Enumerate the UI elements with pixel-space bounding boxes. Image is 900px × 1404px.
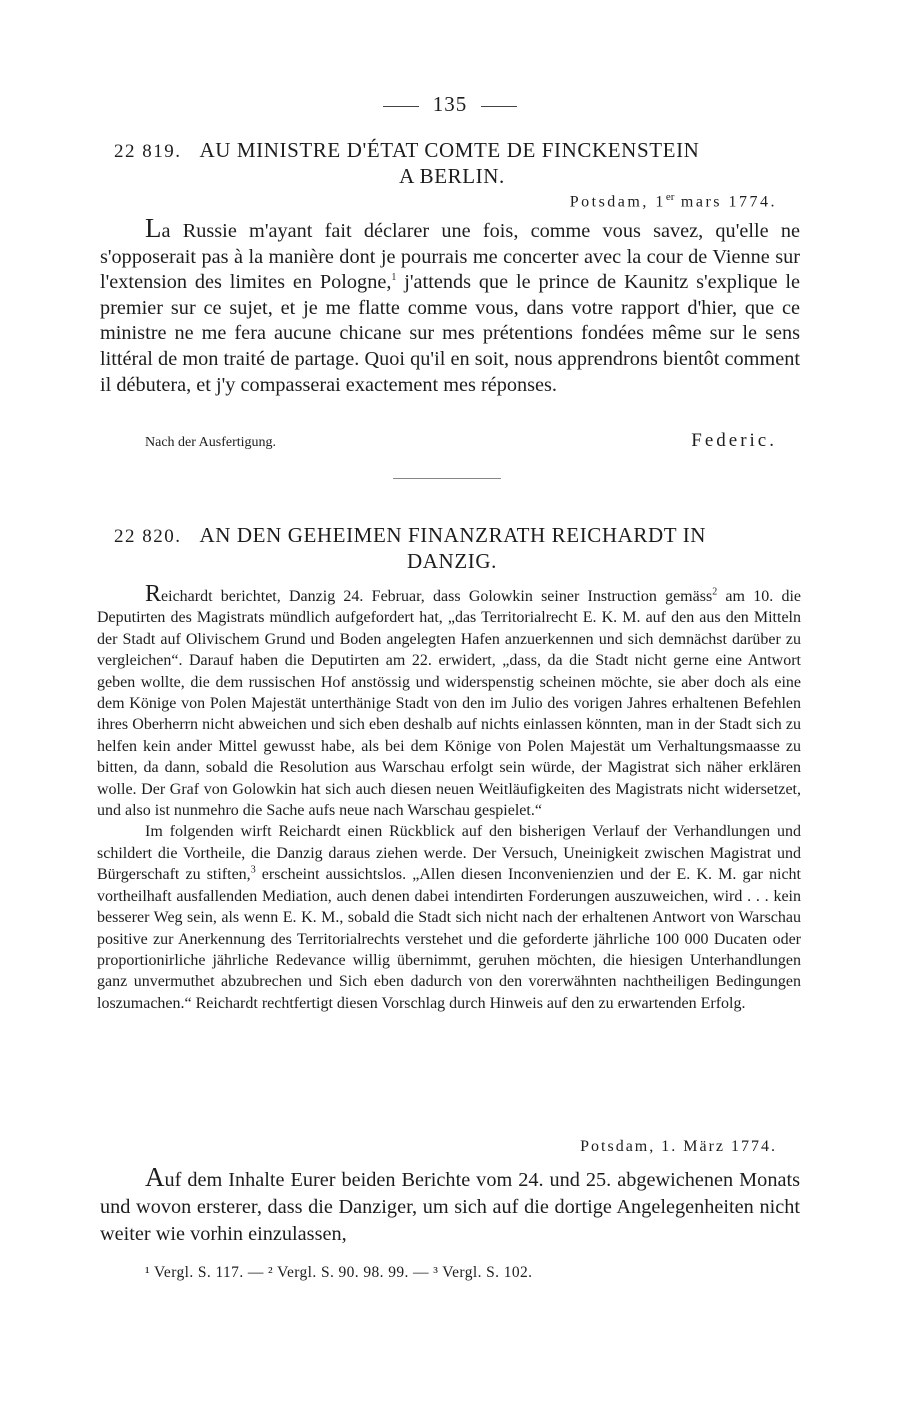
letter2-summary bbox=[97, 581, 802, 1014]
letter1-title-line1: AU MINISTRE D'ÉTAT COMTE DE FINCKENSTEIN bbox=[199, 138, 700, 162]
letter2-heading bbox=[114, 523, 790, 574]
letter2-body bbox=[100, 1164, 800, 1248]
summary2-text-b: erscheint aussichtslos. „Allen diesen Inconvenienzien und der E. K. M. gar nicht vortheilhaft ausfallenden Mediation, auch denen dabei intendirten Forderungen auszuweichen, wird . . . kein besserer Weg sein, als wenn E. K. M., sobald die Stadt sich nicht nach der erhaltenen Antwort von Warschau positive zur Anerkennung des Territorialrechts verstehet und die geforderte jährliche 100 000 Ducaten oder proportionirliche jährliche Redevance willig übernimmt, geruhen möchten, die hiesigen Unterhandlungen ganz unvermuthet abzubrechen und Sich eben dadurch von den vorerwähnten nachtheiligen Bedingungen loszumachen.“ Reichardt rechtfertigt diesen Vorschlag durch Hinweis auf den zu erwartenden Erfolg. bbox=[97, 866, 801, 1012]
letter1-initial: L bbox=[145, 213, 162, 243]
footnote-ref-3: 3 bbox=[250, 864, 256, 876]
letter1-date-post: mars 1774. bbox=[674, 193, 777, 211]
letter2-number: 22 820. bbox=[114, 526, 182, 547]
footnotes: ¹ Vergl. S. 117. — ² Vergl. S. 90. 98. 99. — ³ Vergl. S. 102. bbox=[145, 1264, 533, 1281]
letter1-date-sup: er bbox=[665, 191, 675, 203]
summary-paragraph-1 bbox=[97, 581, 802, 821]
letter2-title-line1: AN DEN GEHEIMEN FINANZRATH REICHARDT IN bbox=[199, 523, 707, 547]
section-divider bbox=[393, 478, 501, 479]
signature: Federic. bbox=[691, 430, 777, 451]
summary-text-b: am 10. die Deputirten des Magistrats mündlich aufgefordert hat, „das Territorialrecht E. K. M. auf den aus den Mitteln der Stadt auf Olivischem Grund und Boden angelegten Hafen anzuerkennen und sich demnächst darüber zu vergleichen“. Darauf haben die Deputirten am 22. erwidert, „dass, da die Stadt nicht gerne eine Antwort geben wollte, die dem russischen Hof anstössig und widerspenstig scheinen möchte, sie aber doch als eine dem Könige von Polen Majestät unterthänige Stadt von den im Julio des vorigen Jahres erhaltenen Befehlen ihres Oberherrn nicht abweichen und sich eben deshalb auf nichts einlassen könnten, man in der Stadt sich zu helfen kein ander Mittel gewusst habe, als bei dem Könige von Polen Majestät um Verhaltungsmaasse zu bitten, da dann, sobald die Resolution aus Warschau erfolgt sein würde, der Magistrat sich näher erklären wolle. Der Graf von Golowkin hat sich auch diesen neuen Weitläufigkeiten des Magistrats nicht widersetzet, und also ist nunmehro die Sache aufs neue nach Warschau gespielet.“ bbox=[97, 588, 802, 820]
letter1-text-b: j'attends que le prince de Kaunitz s'explique le premier sur ce sujet, et je me flatte comme vous, dans votre rapport d'hier, que ce ministre ne me fera aucune chicane sur mes prétentions fondées même sur le sens littéral de mon traité de partage. Quoi qu'il en soit, nous apprendrons bientôt comment il débutera, et j'y compasserai exactement mes réponses. bbox=[100, 271, 800, 396]
letter2-initial: A bbox=[145, 1162, 165, 1192]
letter1-paragraph bbox=[100, 213, 800, 398]
letter1-date-pre: Potsdam, 1 bbox=[569, 193, 666, 211]
letter1-dateline bbox=[570, 191, 777, 211]
letter1-title-line2: A BERLIN. bbox=[399, 164, 505, 188]
letter1-number: 22 819. bbox=[114, 141, 182, 162]
page-number-text: 135 bbox=[432, 92, 468, 116]
letter2-text: uf dem Inhalte Eurer beiden Berichte vom 24. und 25. abgewichenen Monats und wovon ersterer, dass die Danziger, um sich auf die dortige Angelegenheiten nicht weiter wie vorhin einzulassen, bbox=[100, 1169, 800, 1245]
footnote-ref-2: 2 bbox=[712, 586, 718, 598]
summary-text-a: eichardt berichtet, Danzig 24. Februar, dass Golowkin seiner Instruction gemäss bbox=[161, 588, 713, 605]
summary-paragraph-2 bbox=[97, 821, 801, 1014]
letter1-closing bbox=[145, 430, 777, 452]
letter2-dateline: Potsdam, 1. März 1774. bbox=[580, 1138, 777, 1155]
letter1-body bbox=[100, 213, 800, 398]
page-number bbox=[0, 92, 900, 117]
letter1-text-a: a Russie m'ayant fait déclarer une fois, comme vous savez, qu'elle ne s'opposerait pas à la manière dont je pourrais me concerter avec la cour de Vienne sur l'extension des limites en Pologne, bbox=[100, 220, 800, 294]
letter2-paragraph bbox=[100, 1164, 800, 1248]
letter1-heading bbox=[114, 138, 790, 189]
summary-initial: R bbox=[145, 581, 162, 607]
letter2-title-line2: DANZIG. bbox=[407, 549, 497, 573]
page-number-dash-right bbox=[481, 106, 517, 107]
source-note: Nach der Ausfertigung. bbox=[145, 435, 277, 450]
footnote-ref-1: 1 bbox=[391, 272, 397, 284]
summary2-text-a: Im folgenden wirft Reichardt einen Rückblick auf den bisherigen Verlauf der Verhandlungen und schildert die Vortheile, die Danzig daraus ziehen werde. Der Versuch, Uneinigkeit zwischen Magistrat und Bürgerschaft zu stiften, bbox=[97, 823, 801, 884]
page-number-dash-left bbox=[383, 106, 419, 107]
